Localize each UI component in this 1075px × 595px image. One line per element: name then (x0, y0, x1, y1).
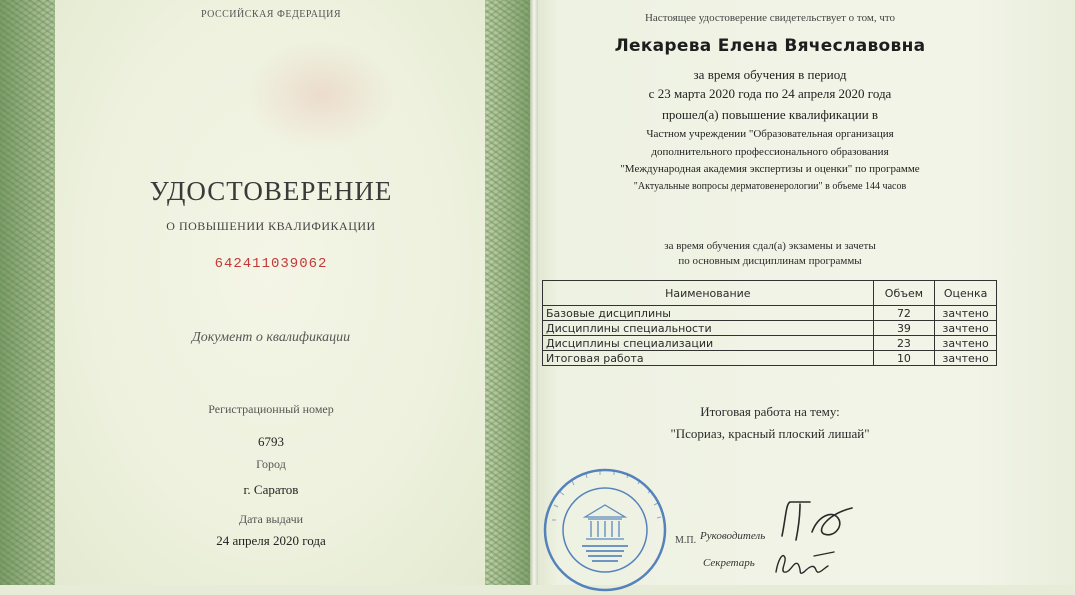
issue-date-value: 24 апреля 2020 года (216, 533, 326, 548)
period-label: за время обучения в период (693, 67, 847, 82)
right-page (540, 0, 1075, 585)
header-name: Наименование (543, 281, 874, 306)
row-volume: 23 (873, 336, 935, 351)
organization-line-2: дополнительного профессионального образования (651, 146, 889, 158)
head-signature-label: Руководитель (700, 530, 766, 542)
period-value: с 23 марта 2020 года по 24 апреля 2020 года (648, 86, 892, 101)
row-name: Дисциплины специализации (543, 336, 874, 351)
head-signature (772, 496, 862, 546)
document-subtitle: О ПОВЫШЕНИИ КВАЛИФИКАЦИИ (166, 219, 376, 233)
final-work-label: Итоговая работа на тему: (700, 404, 840, 419)
intro-text: Настоящее удостоверение свидетельствует о том, что (644, 12, 896, 24)
country-label: РОССИЙСКАЯ ФЕДЕРАЦИЯ (200, 9, 342, 20)
program-line: "Актуальные вопросы дерматовенерологии" в объеме 144 часов (633, 181, 907, 192)
organization-line-3: "Международная академия экспертизы и оценки" по программе (620, 163, 920, 175)
guilloche-border-center (485, 0, 533, 585)
final-work-topic: "Псориаз, красный плоский лишай" (670, 426, 870, 441)
table-row (543, 336, 997, 351)
table-header-row (543, 281, 997, 306)
table-row (543, 306, 997, 321)
faint-emblem-watermark (245, 40, 395, 150)
organization-line-1: Частном учреждении "Образовательная организация (646, 128, 894, 140)
row-grade: зачтено (935, 321, 997, 336)
holder-name: Лекарева Елена Вячеславовна (614, 36, 926, 56)
registration-number: 6793 (258, 434, 284, 449)
row-name: Базовые дисциплины (543, 306, 874, 321)
passed-text: прошел(а) повышение квалификации в (661, 107, 879, 122)
table-row (543, 321, 997, 336)
row-name: Итоговая работа (543, 351, 874, 366)
exams-line-2: по основным дисциплинам программы (678, 255, 862, 267)
table-row (543, 351, 997, 366)
document-type: Документ о квалификации (191, 330, 351, 345)
secretary-signature (770, 546, 840, 582)
header-volume: Объем (873, 281, 935, 306)
row-volume: 72 (873, 306, 935, 321)
page-fold (530, 0, 538, 585)
row-grade: зачтено (935, 351, 997, 366)
stamp-place-mark: М.П. (675, 535, 697, 546)
document-title: УДОСТОВЕРЕНИЕ (149, 176, 393, 206)
row-volume: 10 (873, 351, 935, 366)
row-name: Дисциплины специальности (543, 321, 874, 336)
city-value: г. Саратов (243, 482, 299, 497)
issue-date-label: Дата выдачи (238, 512, 304, 526)
exams-line-1: за время обучения сдал(а) экзамены и зачеты (664, 240, 876, 252)
guilloche-border-left (0, 0, 60, 585)
header-grade: Оценка (935, 281, 997, 306)
secretary-signature-label: Секретарь (703, 557, 755, 569)
city-label: Город (256, 457, 286, 471)
serial-number: 642411039062 (214, 256, 328, 272)
row-grade: зачтено (935, 336, 997, 351)
registration-label: Регистрационный номер (208, 402, 334, 416)
round-seal-stamp (540, 465, 670, 595)
grades-table (542, 280, 997, 366)
row-grade: зачтено (935, 306, 997, 321)
row-volume: 39 (873, 321, 935, 336)
